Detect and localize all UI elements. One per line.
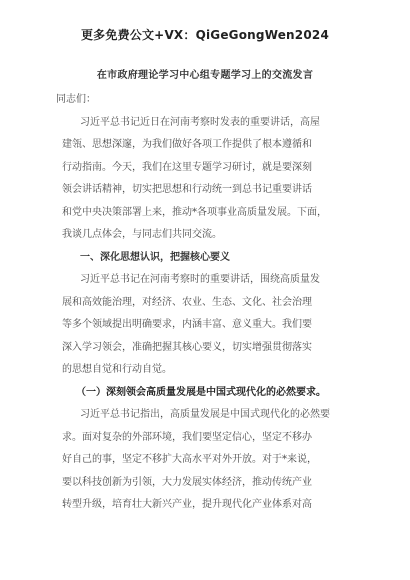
paragraph-line: 习近平总书记近日在河南考察时发表的重要讲话，高屋 (80, 116, 320, 128)
paragraph-line: 习近平总书记在河南考察时的重要讲话，围绕高质量发 (80, 274, 320, 285)
greeting: 同志们： (56, 94, 96, 105)
document-body (56, 89, 352, 517)
paragraph-line: 要以科技创新为引领，大力发展实体经济，推动传统产业 (62, 476, 312, 488)
paragraph-line: 转型升级，培育壮大新兴产业，提升现代化产业体系对高 (62, 499, 312, 510)
paragraph-line: 深入学习领会，准确把握其核心要义，切实增强贯彻落实 (62, 341, 312, 353)
paragraph-line: 等多个领域提出明确要求，内涵丰富、意义重大。我们要 (62, 319, 312, 330)
section-heading: 一、深化思想认识，把握核心要义 (80, 251, 230, 263)
watermark-header: 更多免费公文+VX：QiGeGongWen2024 (80, 28, 329, 42)
paragraph-line: 领会讲话精神，切实把思想和行动统一到总书记重要讲话 (62, 184, 312, 195)
paragraph-line: 建瓴、思想深邃，为我们做好各项工作提供了根本遵循和 (62, 139, 312, 150)
paragraph-line: 的思想自觉和行动自觉。 (62, 364, 172, 375)
paragraph-line: 和党中央决策部署上来，推动*各项事业高质量发展。下面， (62, 206, 327, 218)
paragraph-line: 习近平总书记指出，高质量发展是中国式现代化的必然要 (80, 409, 330, 420)
subsection-heading: （一）深刻领会高质量发展是中国式现代化的必然要求。 (76, 386, 326, 398)
paragraph-line: 求。面对复杂的外部环境，我们要坚定信心，坚定不移办 (62, 431, 312, 443)
paragraph-line: 展和高效能治理，对经济、农业、生态、文化、社会治理 (62, 296, 312, 308)
paragraph-line: 行动指南。今天，我们在这里专题学习研讨，就是要深刻 (62, 161, 312, 173)
paragraph-line: 好自己的事，坚定不移扩大高水平对外开放。对于*来说， (62, 454, 317, 465)
document-title: 在市政府理论学习中心组专题学习上的交流发言 (96, 70, 314, 81)
paragraph-line: 我谈几点体会，与同志们共同交流。 (62, 229, 222, 240)
